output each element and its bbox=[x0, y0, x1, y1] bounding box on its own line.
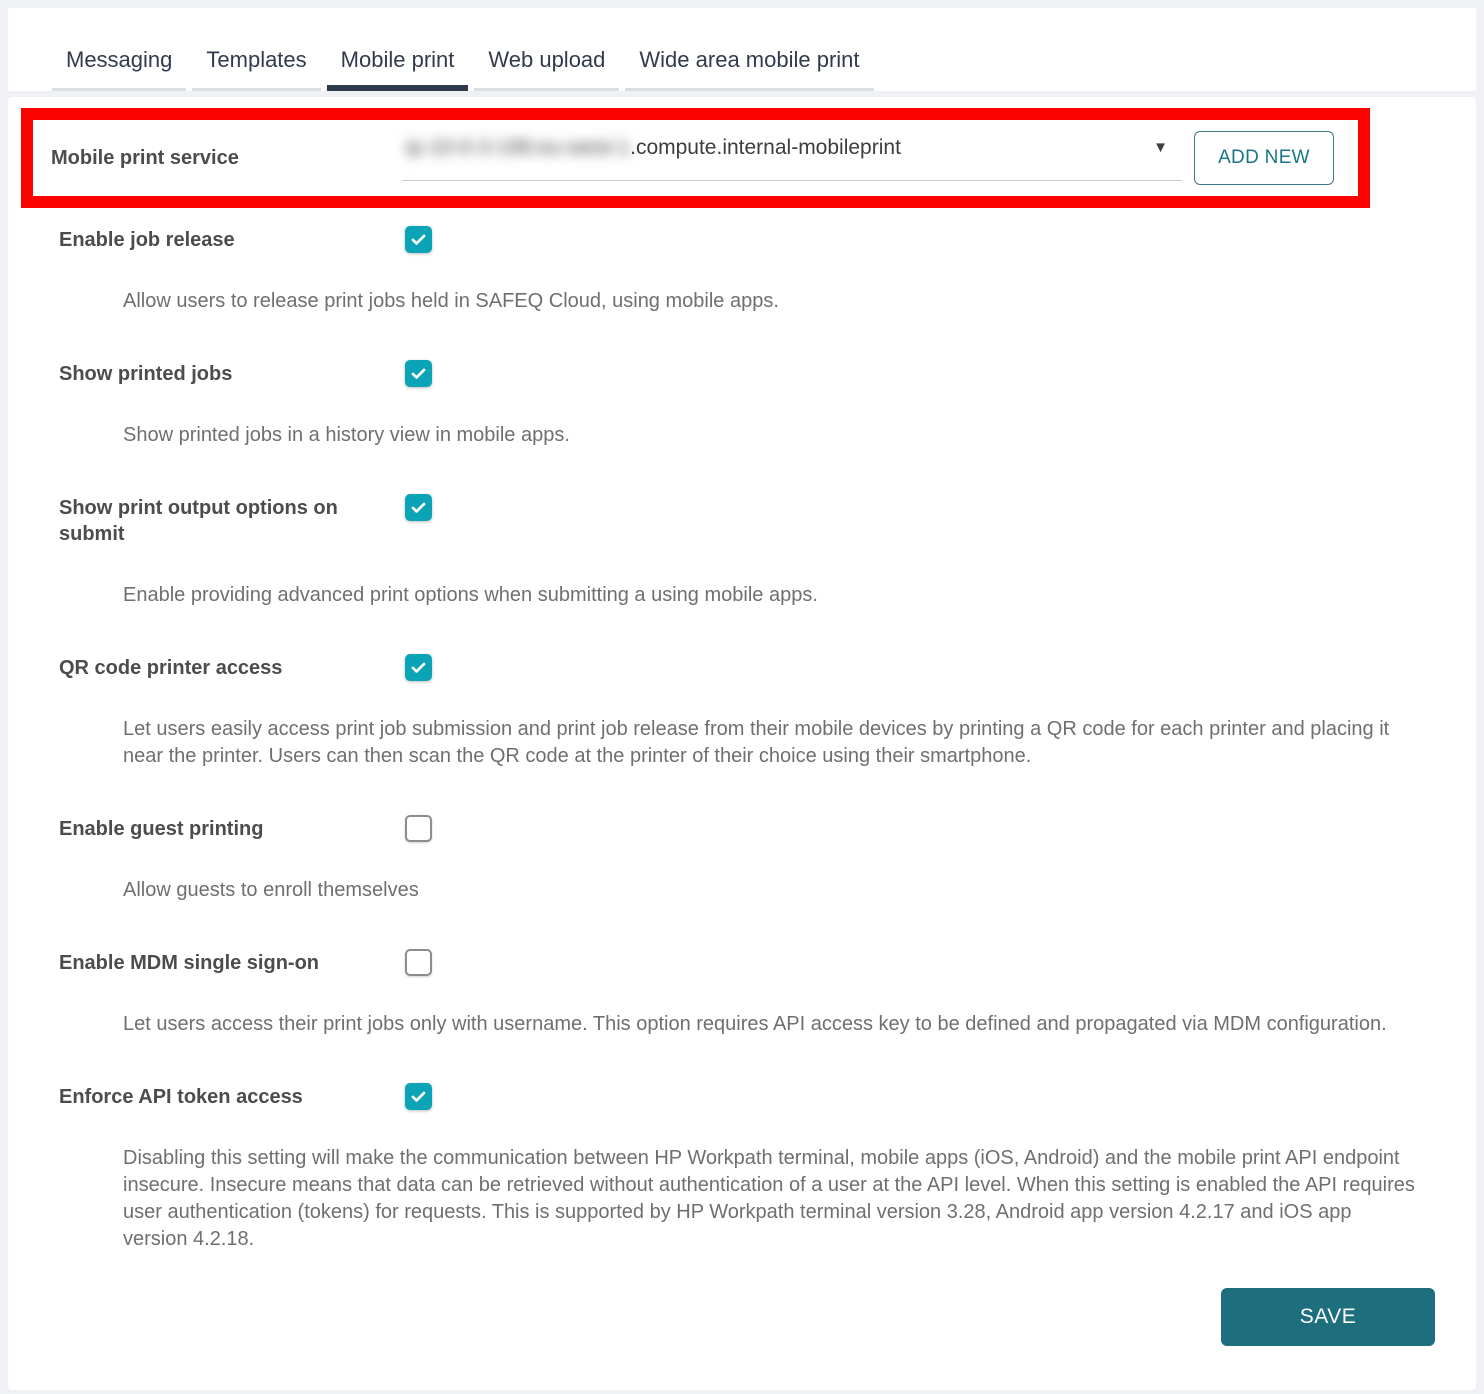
redacted-hostname: ip-10-0-3-199.eu-west-1 bbox=[406, 135, 631, 159]
setting-row bbox=[59, 654, 1476, 681]
checkbox-enable-guest-printing[interactable] bbox=[405, 815, 432, 842]
setting-description: Allow guests to enroll themselves bbox=[123, 879, 419, 901]
save-button[interactable]: SAVE bbox=[1221, 1288, 1435, 1346]
mobile-print-settings-panel bbox=[8, 97, 1476, 1390]
setting-description: Let users easily access print job submission and print job release from their mobile devices by printing a QR code for each printer and placing it near the printer. Users can then scan the QR code at the printer of their choice using their smartphone. bbox=[123, 718, 1390, 767]
checkbox-enable-job-release[interactable] bbox=[405, 226, 432, 253]
checkbox-show-printed-jobs[interactable] bbox=[405, 360, 432, 387]
setting-row bbox=[59, 226, 1476, 253]
setting-description: Enable providing advanced print options when submitting a using mobile apps. bbox=[123, 584, 818, 606]
setting-description: Allow users to release print jobs held in SAFEQ Cloud, using mobile apps. bbox=[123, 290, 779, 312]
setting-description: Let users access their print jobs only with username. This option requires API access key to be defined and propagated via MDM configuration. bbox=[123, 1013, 1387, 1035]
highlight-annotation-box bbox=[21, 108, 1370, 208]
tabs-container bbox=[8, 8, 1476, 91]
mobile-print-service-label: Mobile print service bbox=[51, 146, 239, 169]
setting-label: QR code printer access bbox=[59, 657, 283, 679]
checkbox-enforce-api-token-access[interactable] bbox=[405, 1083, 432, 1110]
setting-block bbox=[59, 815, 1476, 904]
check-icon bbox=[409, 658, 428, 677]
tab-messaging[interactable]: Messaging bbox=[52, 47, 186, 91]
settings-list bbox=[8, 208, 1476, 1253]
checkbox-enable-mdm-single-sign-on[interactable] bbox=[405, 949, 432, 976]
setting-label: Show print output options on submit bbox=[59, 497, 338, 545]
add-new-button[interactable]: ADD NEW bbox=[1194, 131, 1334, 185]
setting-description: Show printed jobs in a history view in mobile apps. bbox=[123, 424, 570, 446]
check-icon bbox=[409, 364, 428, 383]
chevron-down-icon: ▼ bbox=[1153, 139, 1168, 156]
checkbox-show-print-output-options-on-submit[interactable] bbox=[405, 494, 432, 521]
setting-block bbox=[59, 654, 1476, 770]
setting-block bbox=[59, 494, 1476, 609]
mobile-print-service-value bbox=[406, 136, 901, 160]
check-icon bbox=[409, 230, 428, 249]
setting-row bbox=[59, 360, 1476, 387]
tab-templates[interactable]: Templates bbox=[192, 47, 320, 91]
setting-block bbox=[59, 360, 1476, 449]
setting-description: Disabling this setting will make the communication between HP Workpath terminal, mobile apps (iOS, Android) and the mobile print API endpoint insecure. Insecure means that data can be retrieved without authentication of a user at the API level. When this setting is enabled the API requires user authentication (tokens) for requests. This is supported by HP Workpath terminal version 3.28, Android app version 4.2.17 and iOS app version 4.2.18. bbox=[123, 1147, 1415, 1250]
check-icon bbox=[409, 1087, 428, 1106]
setting-row bbox=[59, 815, 1476, 842]
setting-block bbox=[59, 226, 1476, 315]
setting-row bbox=[59, 1083, 1476, 1110]
setting-label: Enable MDM single sign-on bbox=[59, 952, 320, 974]
setting-label: Show printed jobs bbox=[59, 363, 233, 385]
hostname-suffix: .compute.internal-mobileprint bbox=[630, 135, 901, 159]
tab-web-upload[interactable]: Web upload bbox=[474, 47, 619, 91]
tab-wide-area-mobile-print[interactable]: Wide area mobile print bbox=[625, 47, 873, 91]
mobile-print-service-select[interactable] bbox=[402, 136, 1182, 181]
checkbox-qr-code-printer-access[interactable] bbox=[405, 654, 432, 681]
check-icon bbox=[409, 498, 428, 517]
tab-mobile-print[interactable]: Mobile print bbox=[327, 47, 469, 91]
setting-block bbox=[59, 949, 1476, 1038]
tab-bar bbox=[8, 8, 1476, 91]
setting-row bbox=[59, 949, 1476, 976]
setting-row bbox=[59, 494, 1476, 547]
setting-label: Enable job release bbox=[59, 229, 235, 251]
setting-label: Enforce API token access bbox=[59, 1086, 303, 1108]
setting-label: Enable guest printing bbox=[59, 818, 264, 840]
setting-block bbox=[59, 1083, 1476, 1253]
